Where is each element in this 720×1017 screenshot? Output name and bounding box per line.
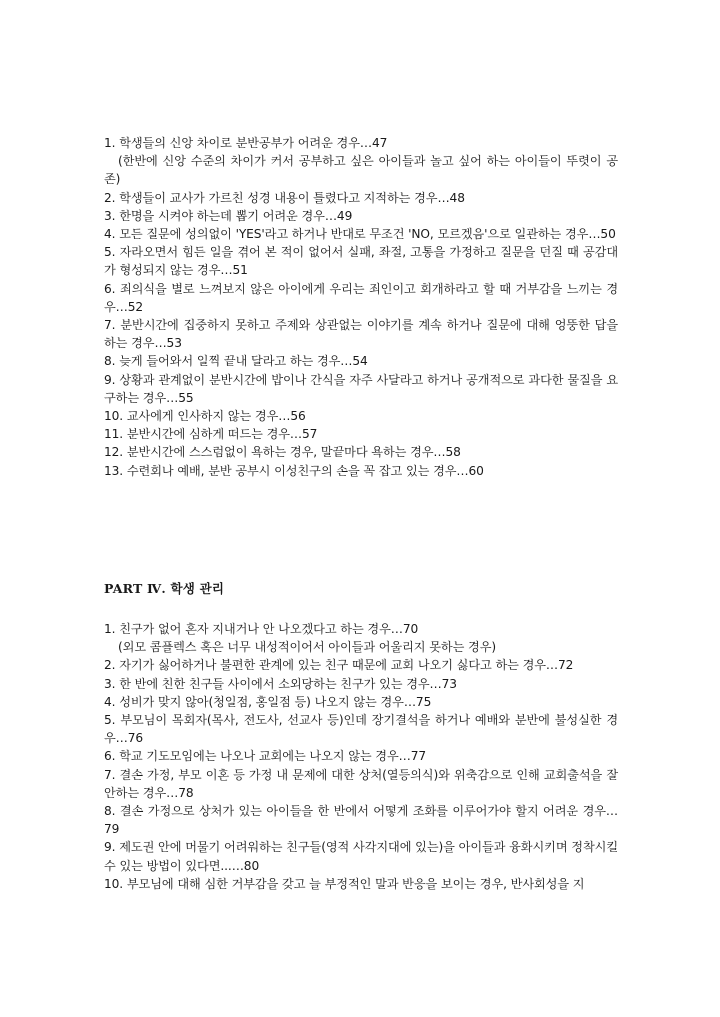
list-item-note: (한반에 신앙 수준의 차이가 커서 공부하고 싶은 아이들과 놀고 싶어 하는 아이들이 뚜렷이 공존) bbox=[104, 154, 618, 187]
list-item: 10. 교사에게 인사하지 않는 경우…56 bbox=[104, 409, 306, 424]
list-item: 4. 성비가 맞지 않아(청일점, 홍일점 등) 나오지 않는 경우…75 bbox=[104, 694, 432, 709]
case-list-section-1 bbox=[104, 134, 618, 480]
list-item: 6. 학교 기도모임에는 나오나 교회에는 나오지 않는 경우…77 bbox=[104, 749, 427, 764]
list-item: 8. 결손 가정으로 상처가 있는 아이들을 한 반에서 어떻게 조화를 이루어가야 할지 어려운 경우…79 bbox=[104, 804, 618, 837]
case-list-section-part4 bbox=[104, 620, 618, 893]
part-heading: PART Ⅳ. 학생 관리 bbox=[104, 581, 225, 596]
list-item: 3. 한 반에 친한 친구들 사이에서 소외당하는 친구가 있는 경우…73 bbox=[104, 676, 457, 691]
list-item: 10. 부모님에 대해 심한 거부감을 갖고 늘 부정적인 말과 반응을 보이는 경우, 반사회성을 지 bbox=[104, 876, 585, 891]
list-item: 12. 분반시간에 스스럼없이 욕하는 경우, 말끝마다 욕하는 경우…58 bbox=[104, 445, 461, 460]
list-item: 13. 수련회나 예배, 분반 공부시 이성친구의 손을 꼭 잡고 있는 경우…60 bbox=[104, 463, 484, 478]
list-item: 1. 학생들의 신앙 차이로 분반공부가 어려운 경우…47 bbox=[104, 136, 388, 150]
list-item: 7. 결손 가정, 부모 이혼 등 가정 내 문제에 대한 상처(열등의식)와 위축감으로 인해 교회출석을 잘 안하는 경우…78 bbox=[104, 767, 618, 800]
list-item: 3. 한명을 시켜야 하는데 뽑기 어려운 경우…49 bbox=[104, 208, 353, 223]
list-item: 11. 분반시간에 심하게 떠드는 경우…57 bbox=[104, 427, 318, 442]
list-item: 6. 죄의식을 별로 느껴보지 않은 아이에게 우리는 죄인이고 회개하라고 할 때 거부감을 느끼는 경우…52 bbox=[104, 281, 618, 314]
list-item: 9. 제도권 안에 머물기 어려워하는 친구들(영적 사각지대에 있는)을 아이들과 융화시키며 정착시킬 수 있는 방법이 있다면...…80 bbox=[104, 840, 618, 873]
list-item: 2. 학생들이 교사가 가르친 성경 내용이 틀렸다고 지적하는 경우…48 bbox=[104, 190, 465, 205]
list-item: 8. 늦게 들어와서 일찍 끝내 달라고 하는 경우…54 bbox=[104, 354, 368, 369]
list-item: 7. 분반시간에 집중하지 못하고 주제와 상관없는 이야기를 계속 하거나 질문에 대해 엉뚱한 답을 하는 경우…53 bbox=[104, 318, 618, 351]
list-item: 2. 자기가 싫어하거나 불편한 관계에 있는 친구 때문에 교회 나오기 싫다고 하는 경우…72 bbox=[104, 658, 574, 673]
list-item: 1. 친구가 없어 혼자 지내거나 안 나오겠다고 하는 경우…70 bbox=[104, 622, 419, 636]
list-item: 4. 모든 질문에 성의없이 'YES'라고 하거나 반대로 무조건 'NO, 모르겠음'으로 일관하는 경우…50 bbox=[104, 227, 616, 242]
list-item: 5. 부모님이 목회자(목사, 전도사, 선교사 등)인데 장기결석을 하거나 예배와 분반에 불성실한 경우…76 bbox=[104, 713, 618, 746]
list-item: 9. 상황과 관계없이 분반시간에 밥이나 간식을 자주 사달라고 하거나 공개적으로 과다한 물질을 요구하는 경우…55 bbox=[104, 372, 618, 405]
list-item: 5. 자라오면서 힘든 일을 겪어 본 적이 없어서 실패, 좌절, 고통을 가정하고 질문을 던질 때 공감대가 형성되지 않는 경우…51 bbox=[104, 245, 618, 278]
list-item-note: (외모 콤플렉스 혹은 너무 내성적이어서 아이들과 어울리지 못하는 경우) bbox=[118, 640, 497, 655]
